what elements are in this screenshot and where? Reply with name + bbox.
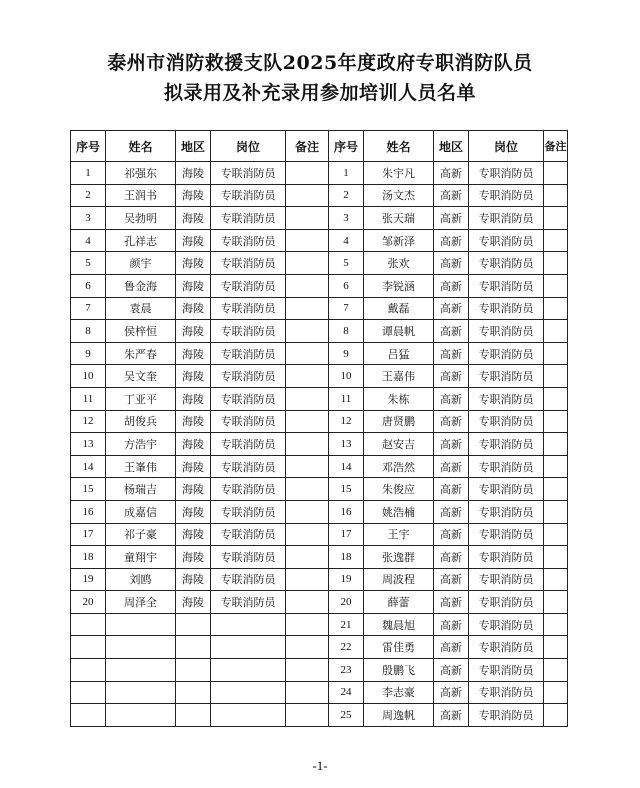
right-post-cell: 专职消防员 xyxy=(469,659,544,682)
right-note-cell xyxy=(544,568,568,591)
left-region-cell xyxy=(176,704,211,727)
left-name-cell: 王峯伟 xyxy=(106,455,176,478)
left-note-cell xyxy=(286,681,329,704)
right-name-cell: 谭晨帆 xyxy=(364,320,434,343)
left-post-cell: 专联消防员 xyxy=(211,500,286,523)
left-no-cell xyxy=(71,681,106,704)
left-note-cell xyxy=(286,659,329,682)
left-name-cell: 祁子豪 xyxy=(106,523,176,546)
left-no-cell: 15 xyxy=(71,478,106,501)
right-post-cell: 专职消防员 xyxy=(469,410,544,433)
left-post-cell xyxy=(211,659,286,682)
right-no-cell: 3 xyxy=(329,207,364,230)
left-name-cell: 吴文奎 xyxy=(106,365,176,388)
table-row xyxy=(71,500,568,523)
personnel-table xyxy=(70,130,568,727)
left-note-cell xyxy=(286,274,329,297)
right-name-cell: 吕猛 xyxy=(364,342,434,365)
right-no-cell: 5 xyxy=(329,252,364,275)
header-no: 序号 xyxy=(71,131,106,162)
header-region: 地区 xyxy=(176,131,211,162)
left-no-cell: 3 xyxy=(71,207,106,230)
table-row xyxy=(71,455,568,478)
left-name-cell: 杨瑞吉 xyxy=(106,478,176,501)
right-name-cell: 李志豪 xyxy=(364,681,434,704)
left-region-cell: 海陵 xyxy=(176,500,211,523)
left-no-cell: 4 xyxy=(71,229,106,252)
left-post-cell: 专联消防员 xyxy=(211,433,286,456)
left-note-cell xyxy=(286,184,329,207)
left-no-cell xyxy=(71,613,106,636)
right-name-cell: 戴磊 xyxy=(364,297,434,320)
right-no-cell: 4 xyxy=(329,229,364,252)
right-post-cell: 专职消防员 xyxy=(469,546,544,569)
left-post-cell: 专联消防员 xyxy=(211,342,286,365)
table-row xyxy=(71,387,568,410)
right-region-cell: 高新 xyxy=(434,546,469,569)
right-note-cell xyxy=(544,591,568,614)
header-no: 序号 xyxy=(329,131,364,162)
right-post-cell: 专职消防员 xyxy=(469,613,544,636)
left-note-cell xyxy=(286,320,329,343)
right-name-cell: 朱宇凡 xyxy=(364,162,434,185)
left-name-cell: 祁强东 xyxy=(106,162,176,185)
left-no-cell: 12 xyxy=(71,410,106,433)
left-no-cell: 9 xyxy=(71,342,106,365)
left-no-cell: 7 xyxy=(71,297,106,320)
left-region-cell xyxy=(176,681,211,704)
left-note-cell xyxy=(286,229,329,252)
right-post-cell: 专职消防员 xyxy=(469,342,544,365)
right-no-cell: 13 xyxy=(329,433,364,456)
left-no-cell: 19 xyxy=(71,568,106,591)
right-no-cell: 16 xyxy=(329,500,364,523)
right-post-cell: 专职消防员 xyxy=(469,252,544,275)
left-no-cell: 14 xyxy=(71,455,106,478)
right-note-cell xyxy=(544,229,568,252)
right-name-cell: 李锐涵 xyxy=(364,274,434,297)
right-note-cell xyxy=(544,636,568,659)
right-name-cell: 张逸群 xyxy=(364,546,434,569)
left-region-cell: 海陵 xyxy=(176,342,211,365)
left-region-cell: 海陵 xyxy=(176,591,211,614)
right-post-cell: 专职消防员 xyxy=(469,184,544,207)
left-name-cell: 周泽全 xyxy=(106,591,176,614)
left-note-cell xyxy=(286,500,329,523)
left-region-cell: 海陵 xyxy=(176,252,211,275)
right-post-cell: 专职消防员 xyxy=(469,365,544,388)
right-name-cell: 邹新泽 xyxy=(364,229,434,252)
left-no-cell: 13 xyxy=(71,433,106,456)
left-note-cell xyxy=(286,591,329,614)
left-note-cell xyxy=(286,568,329,591)
right-no-cell: 21 xyxy=(329,613,364,636)
right-region-cell: 高新 xyxy=(434,342,469,365)
right-name-cell: 殷鹏飞 xyxy=(364,659,434,682)
left-post-cell xyxy=(211,613,286,636)
left-name-cell xyxy=(106,613,176,636)
left-note-cell xyxy=(286,252,329,275)
left-name-cell: 袁晨 xyxy=(106,297,176,320)
right-no-cell: 23 xyxy=(329,659,364,682)
left-post-cell: 专联消防员 xyxy=(211,410,286,433)
right-region-cell: 高新 xyxy=(434,455,469,478)
table-row xyxy=(71,591,568,614)
left-post-cell xyxy=(211,704,286,727)
left-note-cell xyxy=(286,365,329,388)
right-no-cell: 18 xyxy=(329,546,364,569)
table-row xyxy=(71,478,568,501)
right-name-cell: 唐贤鹏 xyxy=(364,410,434,433)
right-region-cell: 高新 xyxy=(434,704,469,727)
left-post-cell: 专联消防员 xyxy=(211,252,286,275)
right-region-cell: 高新 xyxy=(434,387,469,410)
right-no-cell: 17 xyxy=(329,523,364,546)
right-region-cell: 高新 xyxy=(434,184,469,207)
left-note-cell xyxy=(286,613,329,636)
left-post-cell: 专联消防员 xyxy=(211,546,286,569)
header-region: 地区 xyxy=(434,131,469,162)
left-no-cell: 5 xyxy=(71,252,106,275)
right-region-cell: 高新 xyxy=(434,252,469,275)
left-name-cell: 童翔宇 xyxy=(106,546,176,569)
left-post-cell: 专联消防员 xyxy=(211,162,286,185)
left-region-cell: 海陵 xyxy=(176,523,211,546)
right-no-cell: 10 xyxy=(329,365,364,388)
table-row xyxy=(71,184,568,207)
right-no-cell: 15 xyxy=(329,478,364,501)
left-region-cell: 海陵 xyxy=(176,455,211,478)
right-region-cell: 高新 xyxy=(434,410,469,433)
header-post: 岗位 xyxy=(469,131,544,162)
left-region-cell: 海陵 xyxy=(176,162,211,185)
right-note-cell xyxy=(544,162,568,185)
right-region-cell: 高新 xyxy=(434,659,469,682)
right-region-cell: 高新 xyxy=(434,523,469,546)
right-name-cell: 邓浩然 xyxy=(364,455,434,478)
right-no-cell: 11 xyxy=(329,387,364,410)
left-name-cell: 朱严春 xyxy=(106,342,176,365)
right-note-cell xyxy=(544,455,568,478)
left-note-cell xyxy=(286,207,329,230)
left-post-cell: 专联消防员 xyxy=(211,591,286,614)
right-note-cell xyxy=(544,410,568,433)
right-post-cell: 专职消防员 xyxy=(469,297,544,320)
left-no-cell: 17 xyxy=(71,523,106,546)
right-name-cell: 姚浩楠 xyxy=(364,500,434,523)
left-region-cell xyxy=(176,613,211,636)
left-note-cell xyxy=(286,162,329,185)
left-name-cell: 成嘉信 xyxy=(106,500,176,523)
left-no-cell: 10 xyxy=(71,365,106,388)
right-name-cell: 赵安吉 xyxy=(364,433,434,456)
left-note-cell xyxy=(286,410,329,433)
right-post-cell: 专职消防员 xyxy=(469,387,544,410)
right-post-cell: 专职消防员 xyxy=(469,500,544,523)
left-post-cell: 专联消防员 xyxy=(211,297,286,320)
right-note-cell xyxy=(544,659,568,682)
right-no-cell: 6 xyxy=(329,274,364,297)
left-name-cell: 丁亚平 xyxy=(106,387,176,410)
left-name-cell xyxy=(106,636,176,659)
right-no-cell: 14 xyxy=(329,455,364,478)
right-note-cell xyxy=(544,207,568,230)
left-no-cell xyxy=(71,636,106,659)
right-no-cell: 22 xyxy=(329,636,364,659)
left-no-cell: 18 xyxy=(71,546,106,569)
right-no-cell: 1 xyxy=(329,162,364,185)
left-no-cell: 8 xyxy=(71,320,106,343)
right-region-cell: 高新 xyxy=(434,229,469,252)
left-name-cell: 王润书 xyxy=(106,184,176,207)
left-no-cell: 6 xyxy=(71,274,106,297)
right-name-cell: 王嘉伟 xyxy=(364,365,434,388)
left-name-cell: 鲁金海 xyxy=(106,274,176,297)
left-note-cell xyxy=(286,636,329,659)
right-post-cell: 专职消防员 xyxy=(469,162,544,185)
left-name-cell: 方浩宇 xyxy=(106,433,176,456)
right-no-cell: 20 xyxy=(329,591,364,614)
right-name-cell: 汤文杰 xyxy=(364,184,434,207)
right-region-cell: 高新 xyxy=(434,636,469,659)
right-post-cell: 专职消防员 xyxy=(469,704,544,727)
right-region-cell: 高新 xyxy=(434,681,469,704)
right-post-cell: 专职消防员 xyxy=(469,568,544,591)
document-title-line-2: 拟录用及补充录用参加培训人员名单 xyxy=(163,82,476,104)
left-no-cell: 2 xyxy=(71,184,106,207)
left-region-cell: 海陵 xyxy=(176,410,211,433)
table-row xyxy=(71,274,568,297)
right-note-cell xyxy=(544,252,568,275)
left-region-cell xyxy=(176,659,211,682)
table-row xyxy=(71,704,568,727)
right-post-cell: 专职消防员 xyxy=(469,207,544,230)
left-region-cell xyxy=(176,636,211,659)
left-post-cell xyxy=(211,636,286,659)
right-no-cell: 8 xyxy=(329,320,364,343)
left-post-cell: 专联消防员 xyxy=(211,568,286,591)
right-no-cell: 24 xyxy=(329,681,364,704)
left-name-cell: 颜宇 xyxy=(106,252,176,275)
right-name-cell: 王宇 xyxy=(364,523,434,546)
header-name: 姓名 xyxy=(364,131,434,162)
table-row xyxy=(71,433,568,456)
right-name-cell: 魏晨旭 xyxy=(364,613,434,636)
right-region-cell: 高新 xyxy=(434,274,469,297)
left-post-cell: 专联消防员 xyxy=(211,320,286,343)
left-post-cell: 专联消防员 xyxy=(211,478,286,501)
right-name-cell: 雷佳勇 xyxy=(364,636,434,659)
table-row xyxy=(71,410,568,433)
left-post-cell: 专联消防员 xyxy=(211,184,286,207)
left-region-cell: 海陵 xyxy=(176,207,211,230)
left-region-cell: 海陵 xyxy=(176,387,211,410)
left-region-cell: 海陵 xyxy=(176,365,211,388)
right-post-cell: 专职消防员 xyxy=(469,591,544,614)
right-region-cell: 高新 xyxy=(434,478,469,501)
left-note-cell xyxy=(286,297,329,320)
table-row xyxy=(71,297,568,320)
right-note-cell xyxy=(544,297,568,320)
table-row xyxy=(71,659,568,682)
right-post-cell: 专职消防员 xyxy=(469,274,544,297)
right-post-cell: 专职消防员 xyxy=(469,636,544,659)
right-post-cell: 专职消防员 xyxy=(469,433,544,456)
left-name-cell: 胡俊兵 xyxy=(106,410,176,433)
right-region-cell: 高新 xyxy=(434,433,469,456)
left-post-cell: 专联消防员 xyxy=(211,229,286,252)
left-no-cell: 1 xyxy=(71,162,106,185)
table-row xyxy=(71,252,568,275)
right-note-cell xyxy=(544,433,568,456)
left-note-cell xyxy=(286,704,329,727)
right-region-cell: 高新 xyxy=(434,613,469,636)
table-row xyxy=(71,320,568,343)
right-note-cell xyxy=(544,523,568,546)
left-name-cell xyxy=(106,659,176,682)
right-note-cell xyxy=(544,387,568,410)
left-note-cell xyxy=(286,478,329,501)
document-title-line-1: 泰州市消防救援支队2025年度政府专职消防队员 xyxy=(107,52,533,74)
right-post-cell: 专职消防员 xyxy=(469,523,544,546)
table-row xyxy=(71,365,568,388)
right-note-cell xyxy=(544,681,568,704)
right-no-cell: 7 xyxy=(329,297,364,320)
left-no-cell: 11 xyxy=(71,387,106,410)
right-no-cell: 9 xyxy=(329,342,364,365)
right-note-cell xyxy=(544,320,568,343)
left-no-cell: 16 xyxy=(71,500,106,523)
right-region-cell: 高新 xyxy=(434,365,469,388)
left-name-cell: 孔祥志 xyxy=(106,229,176,252)
left-note-cell xyxy=(286,546,329,569)
right-region-cell: 高新 xyxy=(434,500,469,523)
right-note-cell xyxy=(544,478,568,501)
table-row xyxy=(71,229,568,252)
right-name-cell: 周波程 xyxy=(364,568,434,591)
left-post-cell: 专联消防员 xyxy=(211,365,286,388)
right-note-cell xyxy=(544,613,568,636)
right-post-cell: 专职消防员 xyxy=(469,320,544,343)
left-region-cell: 海陵 xyxy=(176,568,211,591)
right-name-cell: 张天瑞 xyxy=(364,207,434,230)
right-note-cell xyxy=(544,704,568,727)
right-note-cell xyxy=(544,365,568,388)
left-no-cell xyxy=(71,659,106,682)
left-post-cell: 专联消防员 xyxy=(211,523,286,546)
right-post-cell: 专职消防员 xyxy=(469,478,544,501)
right-no-cell: 12 xyxy=(329,410,364,433)
header-note: 备注 xyxy=(286,131,329,162)
right-note-cell xyxy=(544,184,568,207)
table-row xyxy=(71,207,568,230)
right-note-cell xyxy=(544,342,568,365)
right-region-cell: 高新 xyxy=(434,162,469,185)
right-no-cell: 2 xyxy=(329,184,364,207)
left-region-cell: 海陵 xyxy=(176,184,211,207)
left-name-cell: 刘鸥 xyxy=(106,568,176,591)
left-name-cell xyxy=(106,704,176,727)
left-region-cell: 海陵 xyxy=(176,274,211,297)
left-note-cell xyxy=(286,387,329,410)
table-row xyxy=(71,681,568,704)
right-post-cell: 专职消防员 xyxy=(469,455,544,478)
right-region-cell: 高新 xyxy=(434,207,469,230)
right-name-cell: 朱栋 xyxy=(364,387,434,410)
table-row xyxy=(71,162,568,185)
left-post-cell: 专联消防员 xyxy=(211,207,286,230)
table-row xyxy=(71,613,568,636)
left-no-cell: 20 xyxy=(71,591,106,614)
right-name-cell: 朱俊应 xyxy=(364,478,434,501)
left-note-cell xyxy=(286,523,329,546)
header-post: 岗位 xyxy=(211,131,286,162)
left-region-cell: 海陵 xyxy=(176,478,211,501)
left-post-cell: 专联消防员 xyxy=(211,274,286,297)
header-note: 备注 xyxy=(544,131,568,162)
right-region-cell: 高新 xyxy=(434,297,469,320)
left-no-cell xyxy=(71,704,106,727)
left-name-cell xyxy=(106,681,176,704)
right-region-cell: 高新 xyxy=(434,591,469,614)
right-name-cell: 周逸帆 xyxy=(364,704,434,727)
left-region-cell: 海陵 xyxy=(176,229,211,252)
table-row xyxy=(71,568,568,591)
left-name-cell: 吴勃明 xyxy=(106,207,176,230)
right-region-cell: 高新 xyxy=(434,568,469,591)
left-region-cell: 海陵 xyxy=(176,297,211,320)
header-name: 姓名 xyxy=(106,131,176,162)
right-note-cell xyxy=(544,500,568,523)
right-name-cell: 张欢 xyxy=(364,252,434,275)
table-header-row xyxy=(71,131,568,162)
page-number: -1- xyxy=(312,758,328,773)
right-no-cell: 25 xyxy=(329,704,364,727)
table-row xyxy=(71,546,568,569)
right-note-cell xyxy=(544,546,568,569)
left-post-cell: 专联消防员 xyxy=(211,455,286,478)
right-note-cell xyxy=(544,274,568,297)
right-region-cell: 高新 xyxy=(434,320,469,343)
left-region-cell: 海陵 xyxy=(176,433,211,456)
right-no-cell: 19 xyxy=(329,568,364,591)
left-note-cell xyxy=(286,455,329,478)
table-row xyxy=(71,342,568,365)
table-row xyxy=(71,636,568,659)
right-name-cell: 薛蕾 xyxy=(364,591,434,614)
left-post-cell xyxy=(211,681,286,704)
left-region-cell: 海陵 xyxy=(176,320,211,343)
left-note-cell xyxy=(286,342,329,365)
left-note-cell xyxy=(286,433,329,456)
right-post-cell: 专职消防员 xyxy=(469,229,544,252)
right-post-cell: 专职消防员 xyxy=(469,681,544,704)
left-post-cell: 专联消防员 xyxy=(211,387,286,410)
left-region-cell: 海陵 xyxy=(176,546,211,569)
table-row xyxy=(71,523,568,546)
left-name-cell: 侯梓恒 xyxy=(106,320,176,343)
